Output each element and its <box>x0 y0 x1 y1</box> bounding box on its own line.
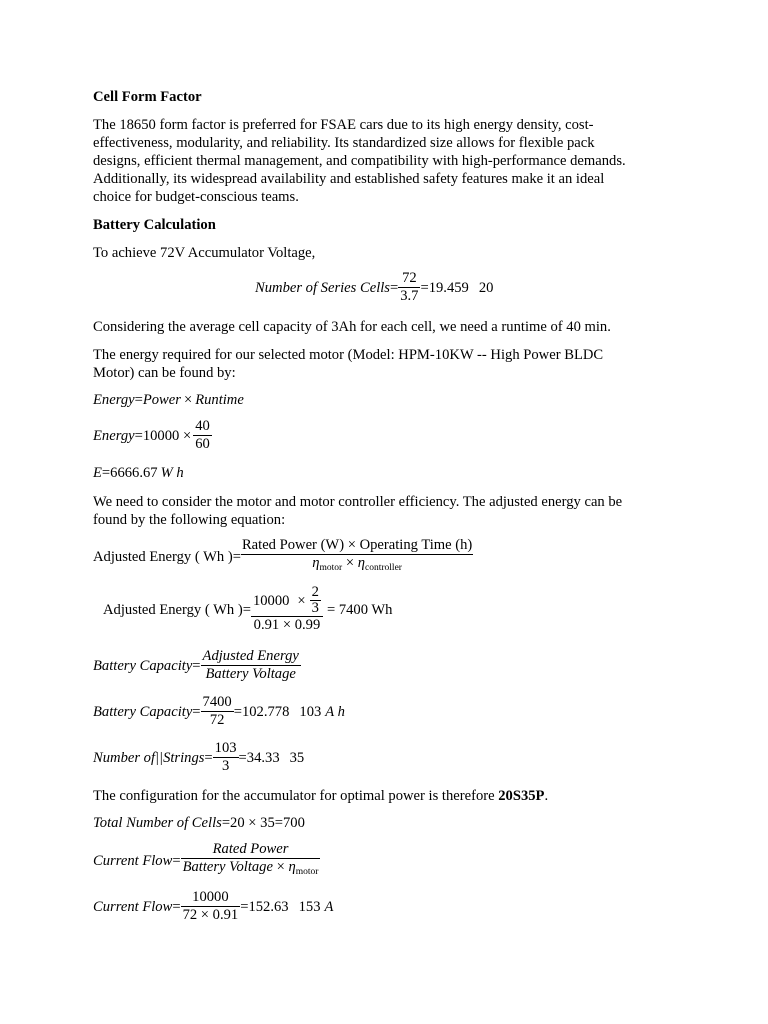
eq-capacity2-num: 7400 <box>202 694 232 710</box>
eq-current2-num: 10000 <box>181 889 241 907</box>
eq-capacity2-eq: = <box>192 703 201 720</box>
form-factor-line-2: effectiveness, modularity, and reliability. Its standardized size allows for flexible pack <box>93 135 595 151</box>
eq-current1-eta: η <box>288 859 296 875</box>
eq-energy2-eq: =10000 × <box>134 427 192 444</box>
eq-strings-eq: = <box>204 749 213 766</box>
eq-adjusted1-sub2: controller <box>365 563 402 573</box>
eq-current2-unit: A <box>324 898 334 915</box>
eq-adjusted2-rhs: = 7400 Wh <box>326 601 393 618</box>
eq-adjusted1-eta1: η <box>312 555 320 571</box>
eq-adjusted1-num: Rated Power (W) × Operating Time (h) <box>241 537 473 553</box>
eq-current1-den <box>181 859 321 881</box>
eq-adjusted1-times: × <box>345 555 355 571</box>
eq-current1-sub: motor <box>295 867 319 877</box>
configuration-line <box>93 787 548 805</box>
eq-strings-den: 3 <box>221 758 230 774</box>
eq-total-rhs: =20 × 35=700 <box>221 815 305 831</box>
equation-battery-capacity-formula <box>93 648 301 683</box>
eq-energy3-unit: W h <box>160 465 184 481</box>
form-factor-line-1: The 18650 form factor is preferred for FSAE cars due to its high energy density, cost- <box>93 117 594 133</box>
eq-adjusted2-inner-den: 3 <box>311 600 319 616</box>
equation-current-flow-result <box>93 889 333 924</box>
eq-energy1-b: Runtime <box>195 392 244 408</box>
eq-adjusted1-den <box>241 555 473 577</box>
eq-series-den: 3.7 <box>400 288 419 304</box>
config-bold: 20S35P <box>498 788 545 804</box>
equation-adjusted-energy-formula <box>93 537 473 577</box>
heading-battery-calculation: Battery Calculation <box>93 217 216 233</box>
equation-current-flow-formula <box>93 841 320 881</box>
eq-capacity2-rhs: =102.778 <box>233 703 290 720</box>
eq-strings-rhs: =34.33 <box>238 749 280 766</box>
eq-energy1-times: × <box>183 392 193 408</box>
eq-capacity1-eq: = <box>192 657 201 674</box>
eq-current1-fraction <box>181 841 321 881</box>
equation-parallel-strings <box>93 740 304 775</box>
eq-adjusted2-inner-fraction <box>310 585 321 616</box>
config-prefix: The configuration for the accumulator for optimal power is therefore <box>93 788 499 804</box>
equation-series-cells <box>255 270 493 305</box>
eq-adjusted2-lhs: Adjusted Energy ( Wh )= <box>103 601 251 618</box>
eq-capacity2-lhs: Battery Capacity <box>93 703 193 720</box>
eq-energy2-den: 60 <box>195 436 210 452</box>
eq-adjusted2-num-times: × <box>297 592 306 609</box>
eq-energy1-lhs: Energy <box>93 392 135 408</box>
eq-adjusted2-den: 0.91 × 0.99 <box>253 617 321 633</box>
eq-adjusted1-lhs: Adjusted Energy ( Wh )= <box>93 549 241 565</box>
efficiency-line-2: found by the following equation: <box>93 512 286 528</box>
eq-current1-lhs: Current Flow <box>93 853 173 869</box>
eq-capacity1-den: Battery Voltage <box>205 666 296 682</box>
equation-energy-substituted <box>93 418 212 453</box>
eq-strings-lhs-a: Number of <box>93 749 156 766</box>
eq-current2-round: 153 <box>298 898 321 915</box>
eq-energy1-eq: = <box>134 392 143 408</box>
eq-energy3-eq: =6666.67 <box>101 465 158 481</box>
heading-cell-form-factor: Cell Form Factor <box>93 89 202 105</box>
equation-battery-capacity-result <box>93 694 345 729</box>
eq-capacity2-den: 72 <box>209 712 225 728</box>
eq-energy2-lhs: Energy <box>93 427 135 444</box>
eq-adjusted1-sub1: motor <box>319 563 343 573</box>
voltage-intro: To achieve 72V Accumulator Voltage, <box>93 245 316 261</box>
eq-capacity1-num: Adjusted Energy <box>202 648 299 664</box>
eq-current2-fraction <box>181 889 241 924</box>
energy-line-1: The energy required for our selected motor (Model: HPM-10KW -- High Power BLDC <box>93 347 604 363</box>
energy-line-2: Motor) can be found by: <box>93 365 236 381</box>
eq-current1-den-times: × <box>276 859 285 875</box>
eq-strings-lhs-b: || <box>155 749 164 766</box>
eq-current1-den-a: Battery Voltage <box>182 859 273 875</box>
eq-energy3-lhs: E <box>93 465 102 481</box>
eq-series-rhs: =19.459 <box>420 279 469 296</box>
form-factor-line-3: designs, efficient thermal management, and compatibility with high-performance demands. <box>93 153 626 169</box>
equation-adjusted-energy-substituted <box>103 585 392 634</box>
eq-strings-fraction <box>213 740 239 775</box>
equation-energy-result <box>93 464 184 482</box>
eq-current2-den: 72 × 0.91 <box>182 907 239 923</box>
eq-capacity2-fraction <box>201 694 234 729</box>
eq-capacity2-unit: A h <box>325 703 345 720</box>
eq-adjusted2-fraction <box>251 585 323 634</box>
eq-current2-rhs: =152.63 <box>240 898 289 915</box>
eq-strings-round: 35 <box>289 749 305 766</box>
eq-energy1-a: Power <box>142 392 181 408</box>
form-factor-line-4: Additionally, its widespread availability and established safety features make it an ideal <box>93 171 605 187</box>
capacity-line: Considering the average cell capacity of 3Ah for each cell, we need a runtime of 40 min. <box>93 319 611 335</box>
eq-adjusted1-eta2: η <box>357 555 366 571</box>
eq-strings-num: 103 <box>214 740 237 756</box>
form-factor-line-5: choice for budget-conscious teams. <box>93 189 299 205</box>
eq-capacity2-round: 103 <box>299 703 322 720</box>
eq-adjusted2-num <box>251 585 323 617</box>
eq-adjusted2-inner-num: 2 <box>311 584 319 600</box>
eq-energy2-num: 40 <box>195 418 210 434</box>
eq-energy2-fraction <box>193 418 212 453</box>
eq-capacity1-fraction <box>201 648 301 683</box>
eq-current2-lhs: Current Flow <box>93 898 173 915</box>
eq-adjusted2-num-a: 10000 <box>252 592 290 609</box>
eq-series-lhs: Number of Series Cells <box>255 279 390 296</box>
eq-adjusted1-fraction <box>241 537 473 577</box>
eq-current1-num: Rated Power <box>181 841 321 859</box>
eq-series-eq: = <box>390 279 399 296</box>
eq-series-num: 72 <box>398 270 420 288</box>
eq-current2-eq: = <box>172 898 181 915</box>
eq-current1-eq: = <box>172 853 181 869</box>
config-suffix: . <box>544 788 549 804</box>
equation-energy-definition <box>93 391 244 409</box>
eq-strings-lhs-c: Strings <box>163 749 205 766</box>
eq-series-fraction <box>398 270 420 305</box>
eq-total-lhs: Total Number of Cells <box>93 815 222 831</box>
efficiency-line-1: We need to consider the motor and motor controller efficiency. The adjusted energy can be <box>93 494 623 510</box>
equation-total-cells <box>93 814 305 832</box>
eq-series-round: 20 <box>478 279 494 296</box>
eq-capacity1-lhs: Battery Capacity <box>93 657 193 674</box>
